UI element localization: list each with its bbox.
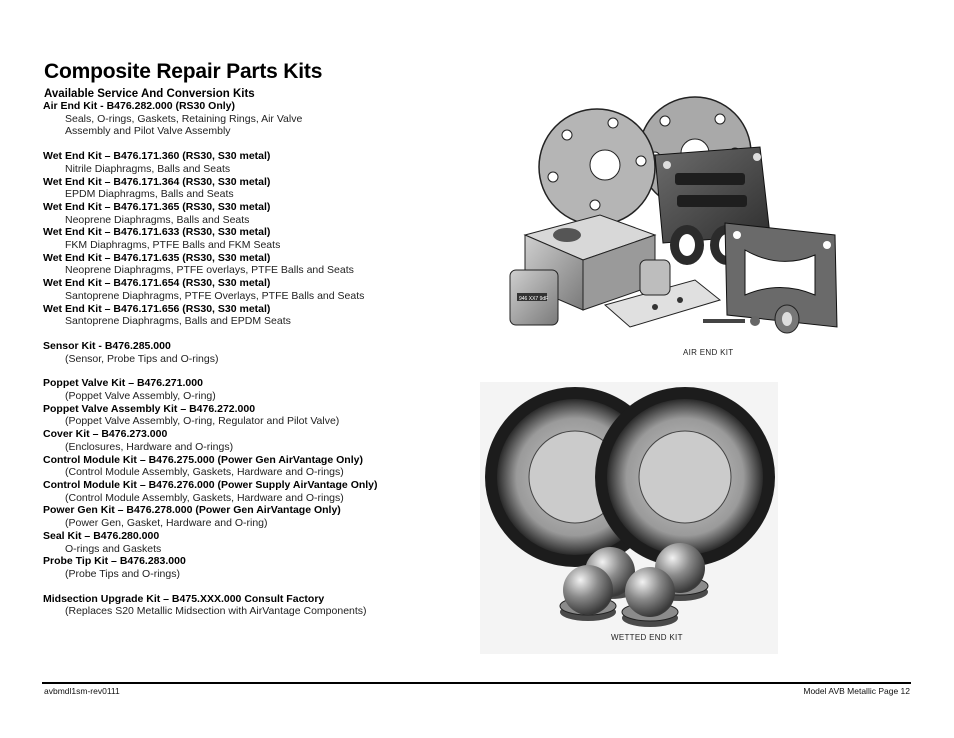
- kit-name: Poppet Valve Assembly Kit – B476.272.000: [43, 402, 256, 415]
- wetted-end-kit-illustration: [480, 382, 778, 654]
- kit-name: Wet End Kit – B476.171.635 (RS30, S30 metal): [43, 251, 271, 264]
- kit-name: Seal Kit – B476.280.000: [43, 529, 160, 542]
- round-gasket-front: [539, 109, 655, 225]
- kit-description: (Sensor, Probe Tips and O-rings): [65, 352, 219, 365]
- kit-description: Santoprene Diaphragms, PTFE Overlays, PTFE Balls and Seats: [65, 289, 365, 302]
- kit-name: Poppet Valve Kit – B476.271.000: [43, 377, 203, 390]
- kit-description: (Probe Tips and O-rings): [65, 567, 180, 580]
- kit-description: (Poppet Valve Assembly, O-ring, Regulator and Pilot Valve): [65, 415, 340, 428]
- kit-name: Wet End Kit – B476.171.365 (RS30, S30 metal): [43, 200, 271, 213]
- kit-description: EPDM Diaphragms, Balls and Seats: [65, 188, 234, 201]
- page-number: Model AVB Metallic Page 12: [803, 686, 910, 696]
- kit-list: [43, 100, 483, 618]
- kit-group-spacer: [43, 328, 483, 340]
- kit-description: Neoprene Diaphragms, PTFE overlays, PTFE Balls and Seats: [65, 264, 354, 277]
- kit-description: (Poppet Valve Assembly, O-ring): [65, 390, 216, 403]
- document-code: avbmdl1sm-rev0111: [44, 686, 120, 696]
- kit-description: (Power Gen, Gasket, Hardware and O-ring): [65, 517, 268, 530]
- kit-name: Wet End Kit – B476.171.633 (RS30, S30 metal): [43, 226, 271, 239]
- kit-description: (Enclosures, Hardware and O-rings): [65, 440, 234, 453]
- kit-description: Nitrile Diaphragms, Balls and Seats: [65, 162, 231, 175]
- section-subtitle: Available Service And Conversion Kits: [44, 88, 255, 100]
- kit-name: Wet End Kit – B476.171.364 (RS30, S30 metal): [43, 175, 271, 188]
- kit-name: Control Module Kit – B476.276.000 (Power Supply AirVantage Only): [43, 478, 378, 491]
- kit-name: Air End Kit - B476.282.000 (RS30 Only): [43, 100, 235, 112]
- wetted-end-caption: WETTED END KIT: [611, 633, 683, 642]
- kit-group-spacer: [43, 581, 483, 593]
- kit-description: O-rings and Gaskets: [65, 542, 162, 555]
- kit-description: Neoprene Diaphragms, Balls and Seats: [65, 213, 250, 226]
- kit-description: Santoprene Diaphragms, Balls and EPDM Seats: [65, 315, 291, 328]
- kit-description: (Replaces S20 Metallic Midsection with AirVantage Components): [65, 605, 367, 618]
- footer-divider: [42, 682, 911, 684]
- kit-name: Control Module Kit – B476.275.000 (Power Gen AirVantage Only): [43, 453, 363, 466]
- air-end-caption: AIR END KIT: [683, 348, 734, 357]
- page-title: Composite Repair Parts Kits: [44, 60, 323, 83]
- kit-name: Wet End Kit – B476.171.360 (RS30, S30 metal): [43, 150, 271, 163]
- housing-label: 946 XX7 9dF: [519, 296, 549, 302]
- air-end-kit-illustration: [505, 95, 845, 350]
- kit-name: Wet End Kit – B476.171.656 (RS30, S30 metal): [43, 302, 271, 315]
- kit-name: Wet End Kit – B476.171.654 (RS30, S30 metal): [43, 277, 271, 290]
- kit-name: Probe Tip Kit – B476.283.000: [43, 555, 186, 568]
- kit-name: Cover Kit – B476.273.000: [43, 428, 168, 441]
- kit-name: Midsection Upgrade Kit – B475.XXX.000 Consult Factory: [43, 592, 325, 605]
- kit-description: Seals, O-rings, Gaskets, Retaining Rings, Air Valve Assembly and Pilot Valve Assembly: [65, 112, 303, 138]
- kit-group-spacer: [43, 365, 483, 377]
- kit-name: Power Gen Kit – B476.278.000 (Power Gen AirVantage Only): [43, 504, 341, 517]
- kit-description: FKM Diaphragms, PTFE Balls and FKM Seats: [65, 239, 281, 252]
- kit-description: (Control Module Assembly, Gaskets, Hardware and O-rings): [65, 491, 344, 504]
- kit-description: (Control Module Assembly, Gaskets, Hardware and O-rings): [65, 466, 344, 479]
- kit-group-spacer: [43, 138, 483, 150]
- kit-name: Sensor Kit - B476.285.000: [43, 339, 171, 352]
- diaphragm-right: [595, 387, 775, 567]
